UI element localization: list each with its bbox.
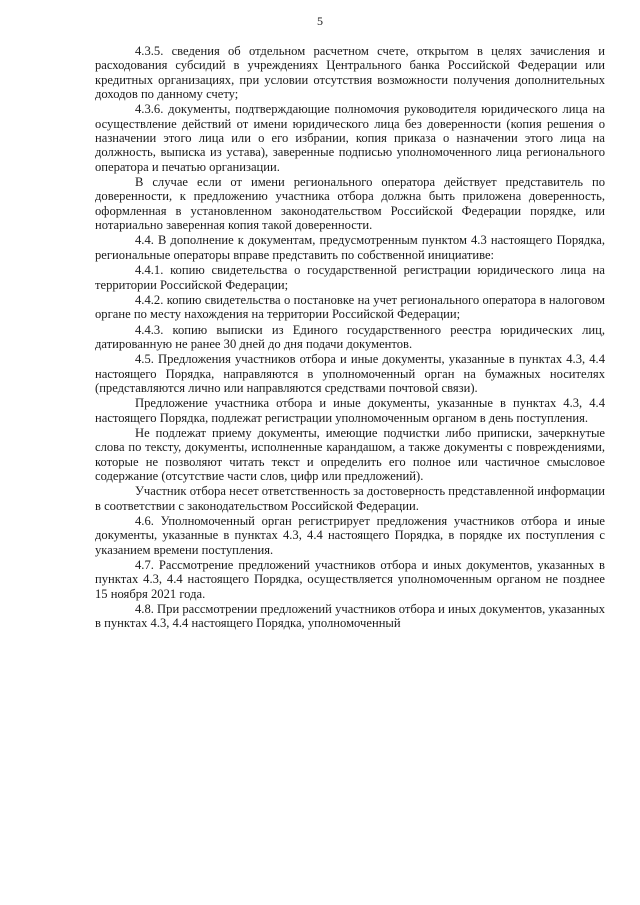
paragraph-4-5: 4.5. Предложения участников отбора и иные документы, указанные в пунктах 4.3, 4.4 настоящего Порядка, направляются в уполномоченный орган на бумажных носителях (представляются лично или направляются средствами почтовой связи). [95,352,605,395]
paragraph-responsibility: Участник отбора несет ответственность за достоверность представленной информации в соответствии с законодательством Российской Федерации. [95,484,605,513]
paragraph-4-4: 4.4. В дополнение к документам, предусмотренным пунктом 4.3 настоящего Порядка, региональные операторы вправе представить по собственной инициативе: [95,233,605,262]
page-number: 5 [317,14,323,28]
paragraph-rejection: Не подлежат приему документы, имеющие подчистки либо приписки, зачеркнутые слова по тексту, документы, исполненные карандашом, а также документы с повреждениями, которые не позволяют читать текст и определить его полное или частичное смысловое содержание (отсутствие части слов, цифр или предложений). [95,425,605,483]
paragraph-4-7: 4.7. Рассмотрение предложений участников отбора и иных документов, указанных в пунктах 4.3, 4.4 настоящего Порядка, осуществляется уполномоченным органом не позднее 15 ноября 2021 года. [95,558,605,601]
paragraph-4-6: 4.6. Уполномоченный орган регистрирует предложения участников отбора и иные документы, указанные в пунктах 4.3, 4.4 настоящего Порядка, в порядке их поступления с указанием времени поступления. [95,514,605,557]
paragraph-4-4-3: 4.4.3. копию выписки из Единого государственного реестра юридических лиц, датированную не ранее 30 дней до дня подачи документов. [95,322,605,351]
paragraph-4-8: 4.8. При рассмотрении предложений участников отбора и иных документов, указанных в пунктах 4.3, 4.4 настоящего Порядка, уполномоченный [95,602,605,631]
paragraph-4-4-2: 4.4.2. копию свидетельства о постановке на учет регионального оператора в налоговом органе по месту нахождения на территории Российской Федерации; [95,292,605,322]
paragraph-4-3-6: 4.3.6. документы, подтверждающие полномочия руководителя юридического лица на осуществление действий от имени юридического лица без доверенности (копия решения о назначении этого лица или о его избрании, копия приказа о назначении этого лица на должность, выписка из устава), заверенные подписью уполномоченного лица регионального оператора и печатью организации. [95,102,605,174]
document-body [95,44,605,632]
paragraph-4-4-1: 4.4.1. копию свидетельства о государственной регистрации юридического лица на территории Российской Федерации; [95,263,605,292]
paragraph-4-3-5: 4.3.5. сведения об отдельном расчетном счете, открытом в целях зачисления и расходования субсидий в учреждениях Центрального банка Российской Федерации или кредитных организациях, при условии отсутствия возможности получения дополнительных доходов по данному счету; [95,44,605,102]
paragraph-representative: В случае если от имени регионального оператора действует представитель по доверенности, к предложению участника отбора должна быть приложена доверенность, оформленная в установленном законодательством Российской Федерации порядке, или нотариально заверенная копия такой доверенности. [95,175,605,233]
paragraph-registration: Предложение участника отбора и иные документы, указанные в пунктах 4.3, 4.4 настоящего Порядка, подлежат регистрации уполномоченным органом в день поступления. [95,396,605,425]
